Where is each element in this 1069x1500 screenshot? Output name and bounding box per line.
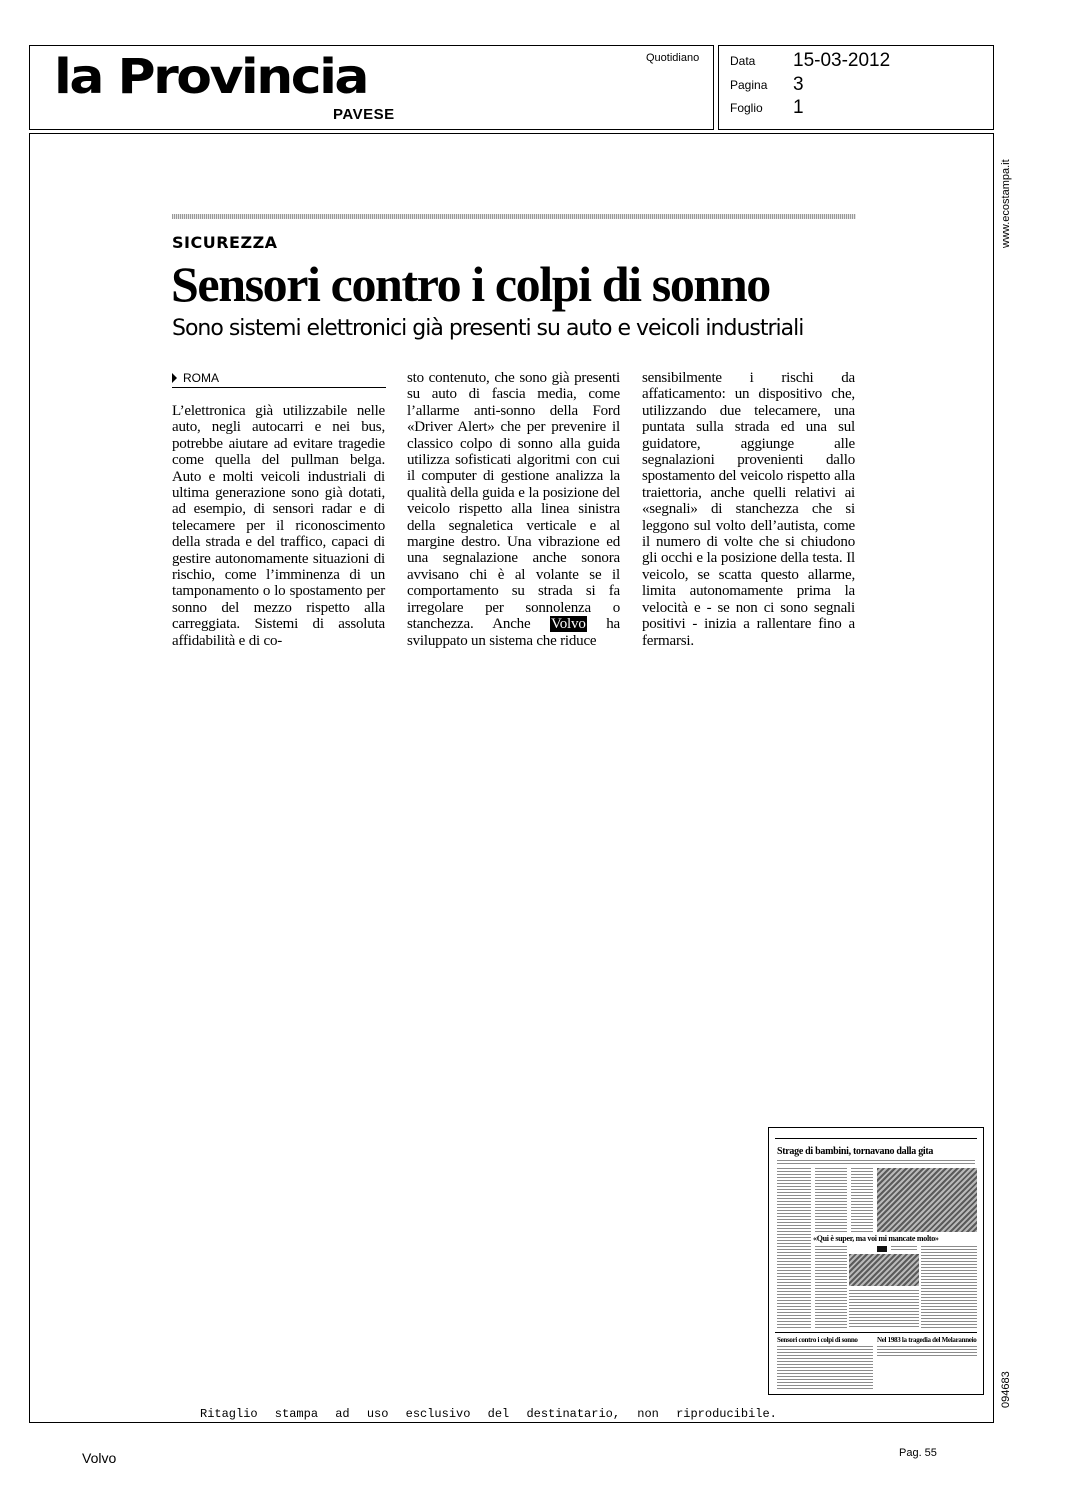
thumb-photo-group: [849, 1254, 919, 1286]
thumb-column: [777, 1168, 811, 1328]
thumb-headline-top: Strage di bambini, tornavano dalla gita: [777, 1146, 934, 1157]
article-column-3: sensibilmente i rischi da affaticamento: un dispositivo che, utilizzando due telecamere, una puntata sulla strada ed una sul guidatore, aggiunge alle segnalazioni provenienti dallo spostamento del veicolo rispetto alla traiettoria, anche quelli relativi ai «segnali» di stanchezza che si leggono sul volto dell’autista, come il numero di volte che si chiudono gli occhi e la posizione della testa. Il veicolo, se scatta questo allarme, limita autonomamente prima la velocità e - se non ci sono segnali positivi - inizia a rallentare fino a fermarsi.: [642, 370, 855, 649]
thumb-headline-right: Nel 1983 la tragedia del Melaranneio: [877, 1336, 977, 1344]
thumb-column: [815, 1246, 847, 1328]
publication-frequency: Quotidiano: [646, 52, 700, 64]
highlighted-keyword: Volvo: [551, 616, 586, 633]
thumb-column: [815, 1168, 847, 1232]
page-label: Pagina: [730, 78, 768, 92]
thumb-headline-mid: «Qui è super, ma voi mi mancate molto»: [813, 1234, 939, 1243]
footer-keyword: Volvo: [82, 1450, 117, 1466]
thumb-column: [877, 1346, 977, 1356]
thumb-column: [777, 1346, 873, 1390]
footer-page-number: Pag. 55: [899, 1447, 937, 1459]
thumb-rule: [775, 1332, 977, 1333]
dateline-city: ROMA: [183, 371, 219, 385]
sheet-value: 1: [793, 97, 804, 118]
page-thumbnail: [768, 1127, 984, 1395]
date-value: 15-03-2012: [793, 50, 891, 71]
thumb-quote-caption: [891, 1246, 917, 1252]
article-column-1: L’elettronica già utilizzabile nelle auto, negli autocarri e nei bus, potrebbe aiutare ad evitare tragedie come quella del pullman belga. Auto e molti veicoli industriali di ultima generazione sono già dotati, ad esempio, di sensori radar e di telecamere per il riconoscimento della strada e del traffico, capaci di gestire autonomamente situazioni di rischio, come l’imminenza di un tamponamento o lo spostamento per sonno del mezzo rispetto alla carreggiata. Sistemi di assoluta affidabilità e di co-: [172, 403, 385, 649]
newspaper-logo-subtitle: PAVESE: [333, 106, 395, 123]
thumb-column: [851, 1168, 873, 1232]
article-subheadline: Sono sistemi elettronici già presenti su auto e veicoli industriali: [172, 316, 804, 341]
copyright-disclaimer: Ritaglio stampa ad uso esclusivo del destinatario, non riproducibile.: [200, 1407, 777, 1421]
thumb-rule: [775, 1138, 977, 1139]
thumb-headline-left: Sensori contro i colpi di sonno: [777, 1336, 858, 1344]
column-2-text-end: ha sviluppato un sistema che riduce: [407, 616, 620, 649]
clipping-code: 094683: [1000, 1371, 1012, 1408]
article-headline: Sensori contro i colpi di sonno: [171, 256, 770, 312]
thumb-photo-crash: [877, 1168, 977, 1232]
thumb-subhead: [777, 1160, 975, 1164]
triangle-icon: [172, 373, 177, 383]
page-value: 3: [793, 74, 804, 95]
article-kicker: SICUREZZA: [172, 233, 278, 252]
source-url: www.ecostampa.it: [1000, 159, 1012, 248]
thumb-quote-mark: [877, 1246, 887, 1252]
sheet-label: Foglio: [730, 101, 763, 115]
newspaper-logo: la Provincia: [54, 50, 367, 106]
article-column-2: [407, 370, 620, 649]
column-2-text: sto contenuto, che sono già presenti su auto di fascia media, come l’allarme anti-sonno della Ford «Driver Alert» che per prevenire il classico colpo di sonno alla guida utilizza sofisticati algoritmi con cui il computer di gestione analizza la qualità della guida e la posizione del veicolo rispetto alla linea sinistra della segnaletica verticale e al margine destro. Una vibrazione ed una segnalazione anche sonora avvisano chi è al volante se il comportamento su strada si fa irregolare per sonnolenza o stanchezza. Anche: [407, 370, 620, 633]
thumb-column: [921, 1246, 977, 1328]
dateline: [172, 370, 386, 388]
header-stripe: [172, 214, 856, 219]
thumb-column: [849, 1290, 919, 1328]
date-label: Data: [730, 54, 756, 68]
